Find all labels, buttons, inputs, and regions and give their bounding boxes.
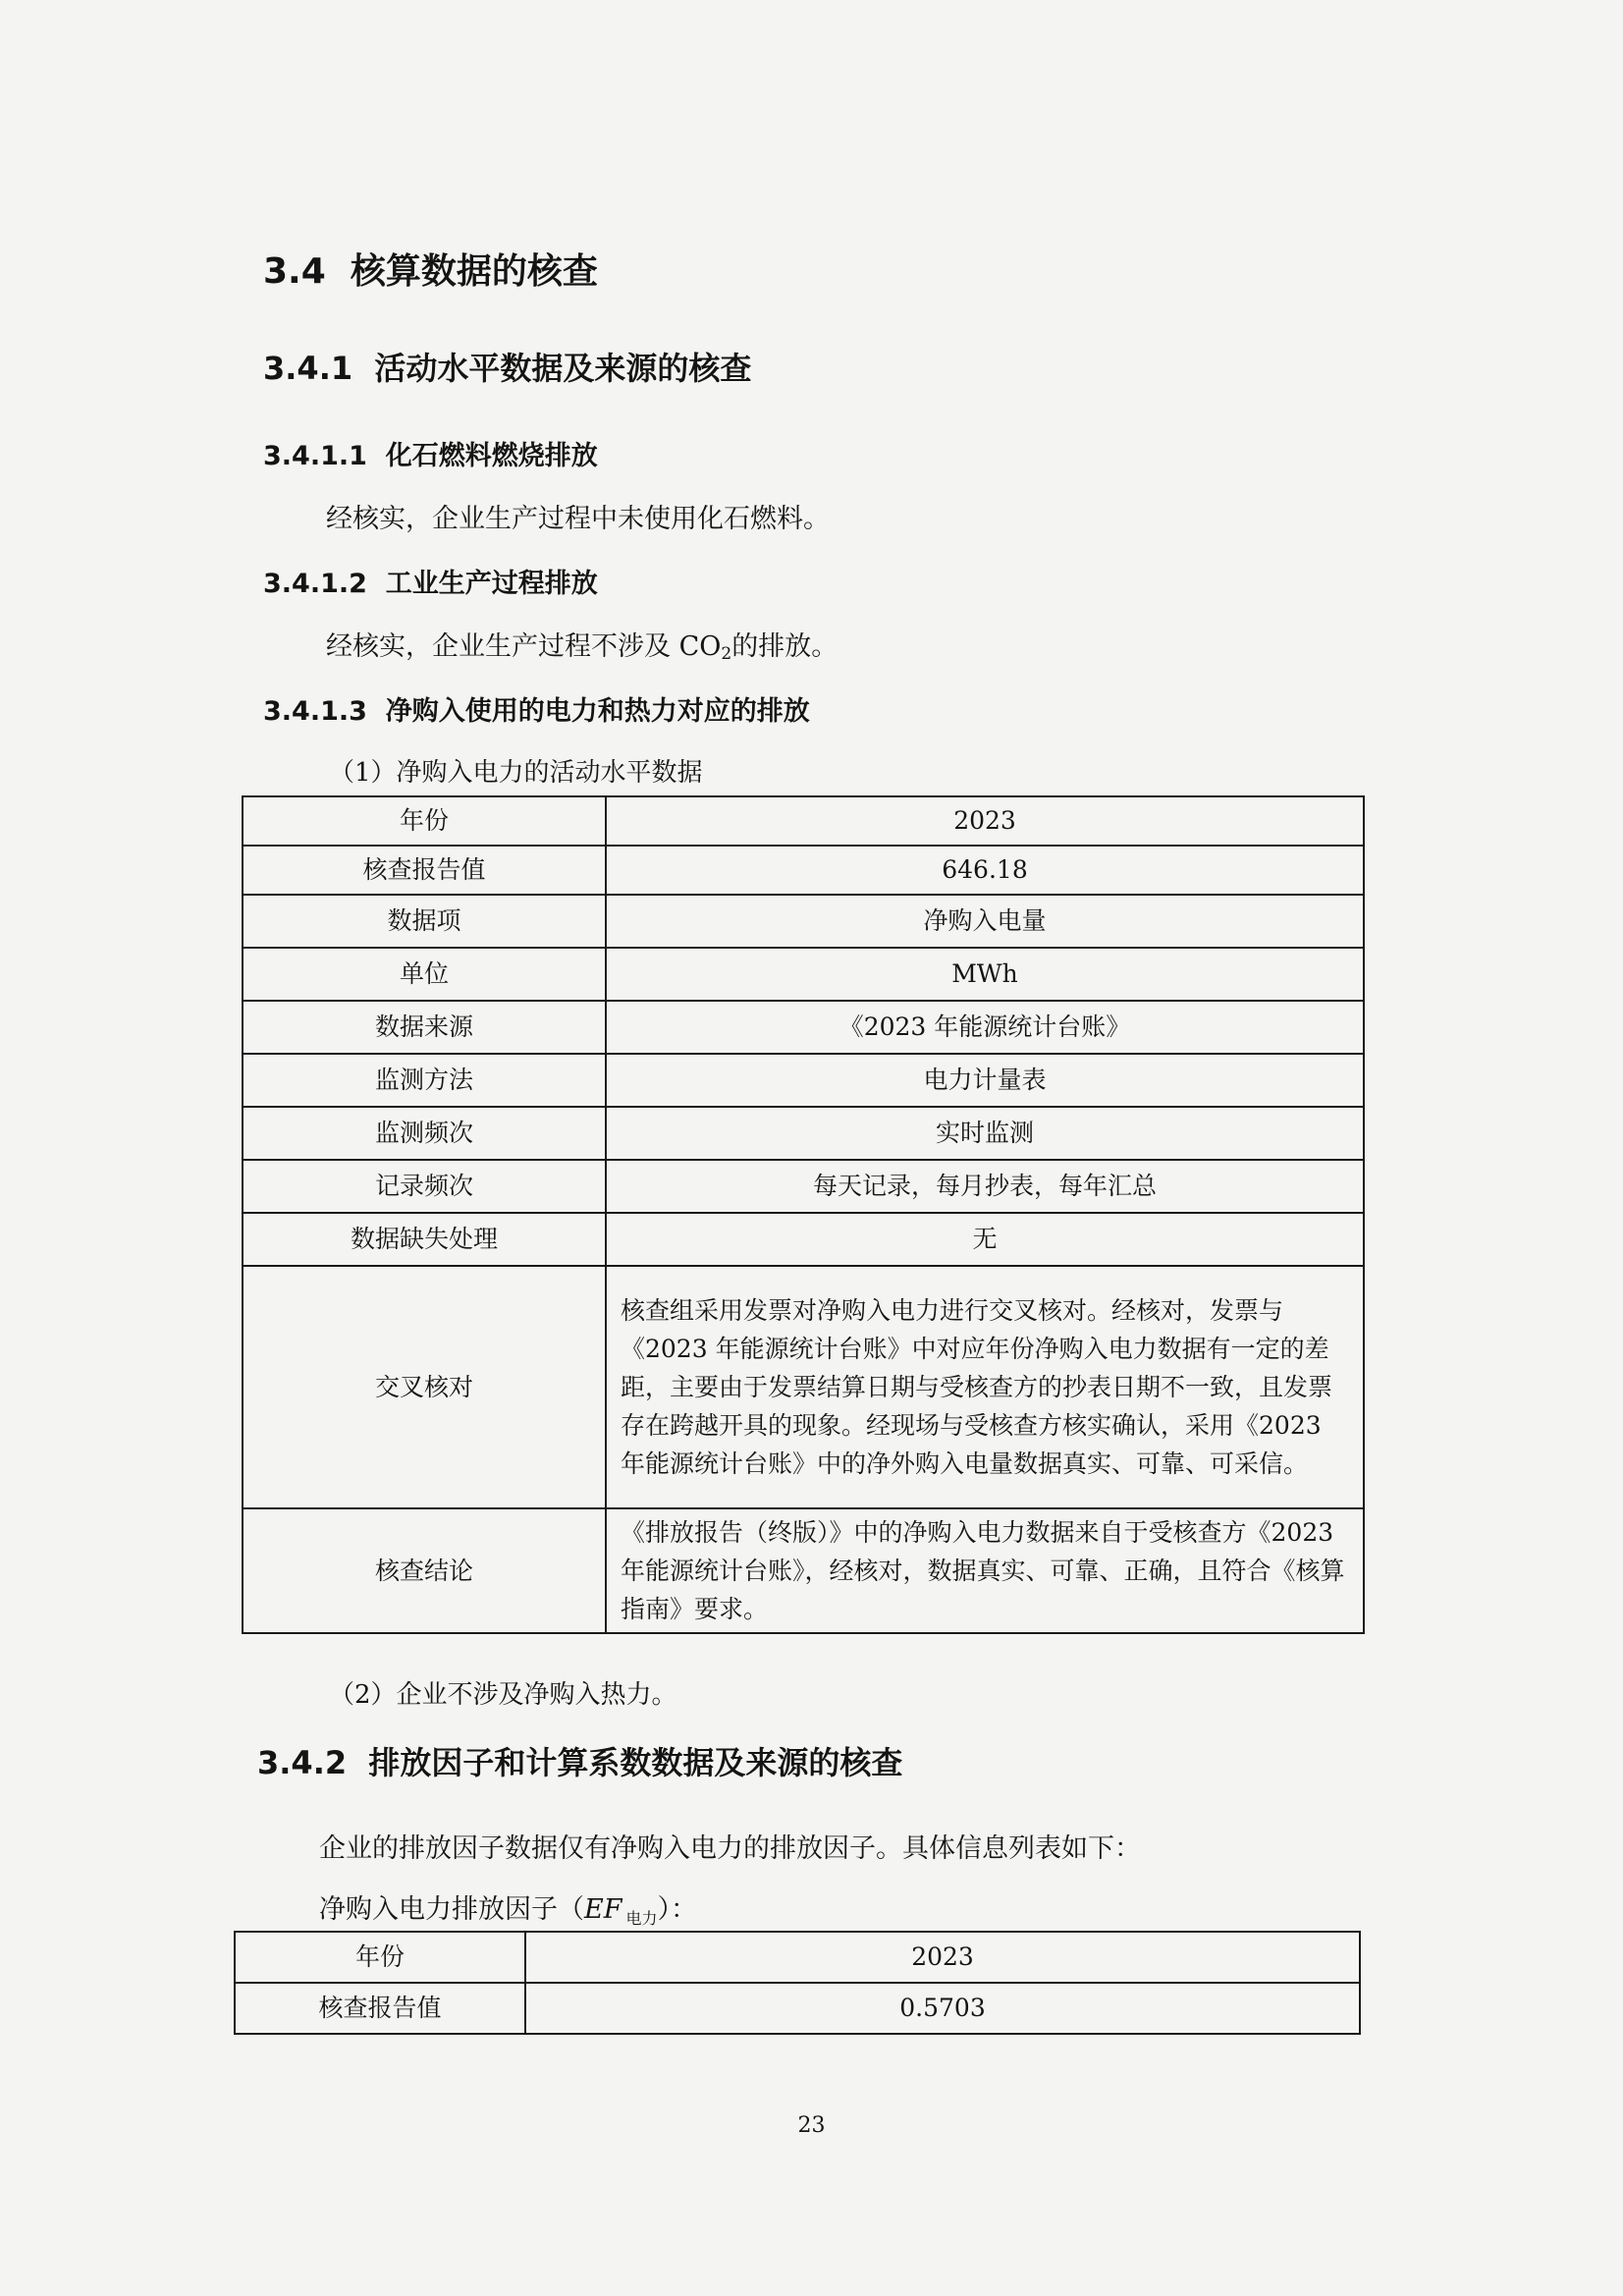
row-value: 646.18 <box>606 846 1364 895</box>
cross-check-text: 核查组采用发票对净购入电力进行交叉核对。经核对，发票与《2023 年能源统计台账》中对应年份净购入电力数据有一定的差距，主要由于发票结算日期与受核查方的抄表日期不一致，且发票存在跨越开具的现象。经现场与受核查方核实确认，采用《2023 年能源统计台账》中的净外购入电量数据真实、可靠、可采信。 <box>606 1266 1364 1508</box>
heat-note: （2）企业不涉及净购入热力。 <box>329 1680 677 1710</box>
conclusion-text: 《排放报告（终版）》中的净购入电力数据来自于受核查方《2023 年能源统计台账》，经核对，数据真实、可靠、正确，且符合《核算指南》要求。 <box>606 1508 1364 1633</box>
ef-caption: 净购入电力排放因子（EF $_{电力}$）： <box>319 1894 697 1928</box>
table-row <box>243 895 1364 948</box>
table1-caption: （1）净购入电力的活动水平数据 <box>329 758 703 788</box>
paragraph-3411: 经核实，企业生产过程中未使用化石燃料。 <box>326 504 830 534</box>
cross-check-label: 交叉核对 <box>243 1266 606 1508</box>
row-label: 核查报告值 <box>235 1983 525 2034</box>
table-row <box>235 1932 1360 1983</box>
row-value: 电力计量表 <box>606 1054 1364 1107</box>
table-row <box>243 1160 1364 1213</box>
table-row <box>243 1107 1364 1160</box>
row-value: 0.5703 <box>525 1983 1360 2034</box>
row-label: 年份 <box>235 1932 525 1983</box>
heading-3413: 3.4.1.3 净购入使用的电力和热力对应的排放 <box>263 696 810 727</box>
row-value: 每天记录，每月抄表，每年汇总 <box>606 1160 1364 1213</box>
row-label: 年份 <box>243 796 606 846</box>
conclusion-label: 核查结论 <box>243 1508 606 1633</box>
row-value: 2023 <box>606 796 1364 846</box>
electricity-activity-table <box>242 795 1365 1634</box>
row-value: MWh <box>606 948 1364 1001</box>
row-value: 实时监测 <box>606 1107 1364 1160</box>
table-row <box>243 796 1364 846</box>
table-row <box>243 846 1364 895</box>
page-number: 23 <box>797 2113 826 2138</box>
row-label: 数据缺失处理 <box>243 1213 606 1266</box>
row-label: 数据来源 <box>243 1001 606 1054</box>
table-row <box>235 1983 1360 2034</box>
subsection-heading-341: 3.4.1 活动水平数据及来源的核查 <box>263 350 752 387</box>
table-row <box>243 1001 1364 1054</box>
heading-3412: 3.4.1.2 工业生产过程排放 <box>263 569 598 599</box>
table-row <box>243 1213 1364 1266</box>
row-label: 核查报告值 <box>243 846 606 895</box>
heading-3411: 3.4.1.1 化石燃料燃烧排放 <box>263 441 598 471</box>
row-label: 监测频次 <box>243 1107 606 1160</box>
section-heading: 3.4 核算数据的核查 <box>263 251 598 292</box>
row-value: 2023 <box>525 1932 1360 1983</box>
row-value: 无 <box>606 1213 1364 1266</box>
table-row <box>243 1266 1364 1508</box>
row-label: 监测方法 <box>243 1054 606 1107</box>
row-label: 数据项 <box>243 895 606 948</box>
row-label: 记录频次 <box>243 1160 606 1213</box>
table-row <box>243 1054 1364 1107</box>
row-value: 净购入电量 <box>606 895 1364 948</box>
emission-factor-table <box>234 1931 1361 2035</box>
row-label: 单位 <box>243 948 606 1001</box>
table-row <box>243 948 1364 1001</box>
paragraph-342: 企业的排放因子数据仅有净购入电力的排放因子。具体信息列表如下： <box>319 1833 1141 1864</box>
row-value: 《2023 年能源统计台账》 <box>606 1001 1364 1054</box>
table-row <box>243 1508 1364 1633</box>
subsection-heading-342: 3.4.2 排放因子和计算系数数据及来源的核查 <box>257 1744 903 1781</box>
paragraph-3412: 经核实，企业生产过程不涉及 $CO_2$的排放。 <box>326 631 839 664</box>
